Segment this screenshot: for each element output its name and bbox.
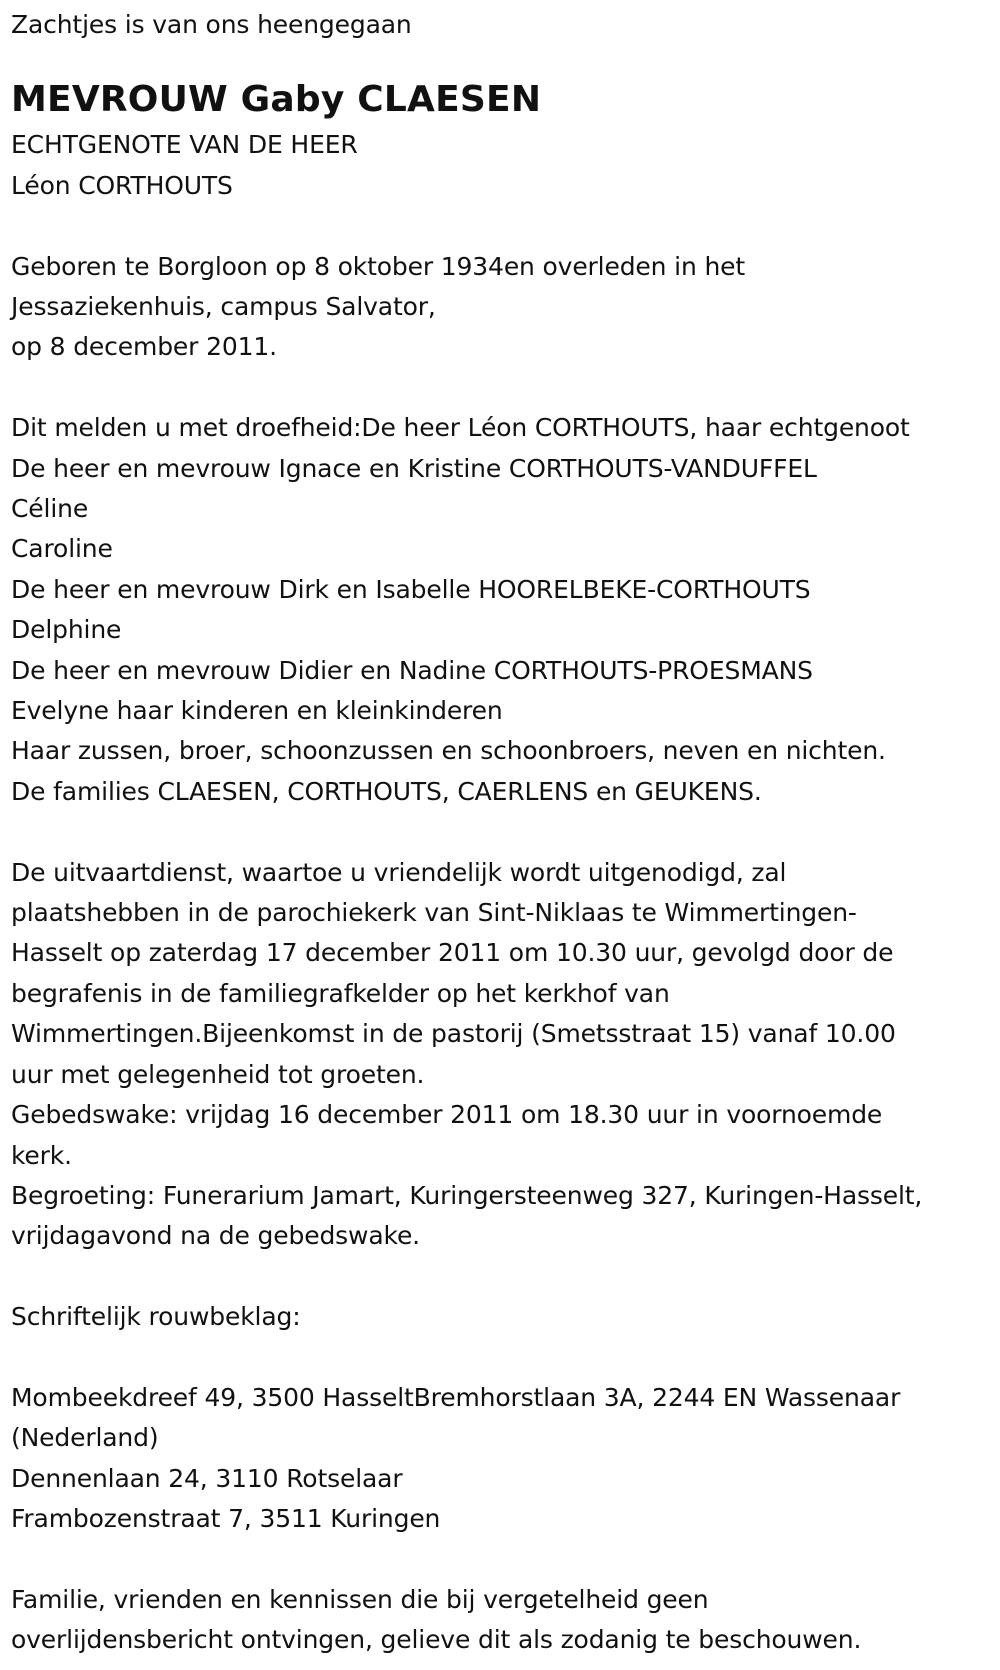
announcer-line: Céline bbox=[11, 494, 89, 524]
funeral-line: Begroeting: Funerarium Jamart, Kuringersteenweg 327, Kuringen-Hasselt, bbox=[11, 1180, 923, 1210]
funeral-line: uur met gelegenheid tot groeten. bbox=[11, 1059, 425, 1089]
spacer bbox=[11, 368, 996, 408]
funeral-line: begrafenis in de familiegrafkelder op het kerkhof van bbox=[11, 978, 670, 1008]
address-line: Frambozenstraat 7, 3511 Kuringen bbox=[11, 1504, 441, 1534]
birth-death-line: Geboren te Borgloon op 8 oktober 1934en overleden in het bbox=[11, 251, 746, 281]
funeral-line: Gebedswake: vrijdag 16 december 2011 om 18.30 uur in voornoemde bbox=[11, 1100, 883, 1130]
funeral-line: plaatshebben in de parochiekerk van Sint-Niklaas te Wimmertingen- bbox=[11, 898, 857, 928]
announcer-line: De families CLAESEN, CORTHOUTS, CAERLENS en GEUKENS. bbox=[11, 776, 762, 806]
closing-line: Familie, vrienden en kennissen die bij vergetelheid geen bbox=[11, 1584, 709, 1614]
address-line: Mombeekdreef 49, 3500 HasseltBremhorstlaan 3A, 2244 EN Wassenaar bbox=[11, 1382, 901, 1412]
announcer-line: De heer en mevrouw Dirk en Isabelle HOORELBEKE-CORTHOUTS bbox=[11, 574, 811, 604]
announcer-line: Haar zussen, broer, schoonzussen en schoonbroers, neven en nichten. bbox=[11, 736, 886, 766]
announcer-line: Dit melden u met droefheid:De heer Léon CORTHOUTS, haar echtgenoot bbox=[11, 413, 910, 443]
birth-death-line: op 8 december 2011. bbox=[11, 332, 277, 362]
closing-line: overlijdensbericht ontvingen, gelieve dit als zodanig te beschouwen. bbox=[11, 1625, 862, 1655]
spacer bbox=[11, 812, 996, 852]
funeral-line: De uitvaartdienst, waartoe u vriendelijk wordt uitgenodigd, zal bbox=[11, 857, 787, 887]
closing-section bbox=[11, 1580, 996, 1661]
announcer-line: De heer en mevrouw Ignace en Kristine CORTHOUTS-VANDUFFEL bbox=[11, 453, 817, 483]
announcer-line: Delphine bbox=[11, 615, 122, 645]
deceased-name: MEVROUW Gaby CLAESEN bbox=[11, 79, 542, 121]
funeral-section bbox=[11, 853, 996, 1257]
birth-death-section bbox=[11, 247, 996, 368]
addresses-section bbox=[11, 1378, 996, 1540]
spouse-title: ECHTGENOTE VAN DE HEER bbox=[11, 130, 358, 160]
funeral-line: Wimmertingen.Bijeenkomst in de pastorij (Smetsstraat 15) vanaf 10.00 bbox=[11, 1019, 896, 1049]
spacer bbox=[11, 1338, 996, 1378]
announcer-line: Evelyne haar kinderen en kleinkinderen bbox=[11, 696, 503, 726]
spouse-name: Léon CORTHOUTS bbox=[11, 170, 233, 200]
announcer-line: Caroline bbox=[11, 534, 113, 564]
announcer-line: De heer en mevrouw Didier en Nadine CORTHOUTS-PROESMANS bbox=[11, 655, 813, 685]
intro-text: Zachtjes is van ons heengegaan bbox=[11, 10, 412, 39]
funeral-line: Hasselt op zaterdag 17 december 2011 om 10.30 uur, gevolgd door de bbox=[11, 938, 894, 968]
condolence-heading: Schriftelijk rouwbeklag: bbox=[11, 1302, 301, 1332]
announcers-section bbox=[11, 408, 996, 812]
funeral-line: vrijdagavond na de gebedswake. bbox=[11, 1221, 420, 1251]
birth-death-line: Jessaziekenhuis, campus Salvator, bbox=[11, 292, 436, 322]
address-line: (Nederland) bbox=[11, 1423, 159, 1453]
spacer bbox=[11, 1540, 996, 1580]
spacer bbox=[11, 206, 996, 246]
address-line: Dennenlaan 24, 3110 Rotselaar bbox=[11, 1463, 403, 1493]
death-notice bbox=[11, 0, 996, 1661]
spacer bbox=[11, 1257, 996, 1297]
funeral-line: kerk. bbox=[11, 1140, 72, 1170]
